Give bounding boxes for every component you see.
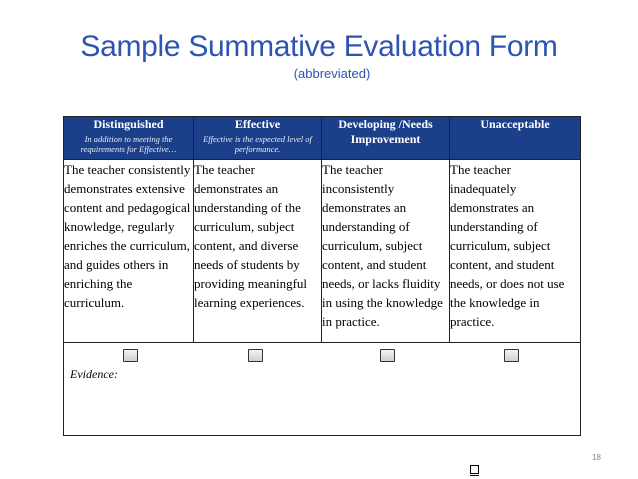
column-header-developing bbox=[322, 117, 450, 160]
evidence-label: Evidence: bbox=[70, 367, 118, 381]
header-row bbox=[64, 117, 581, 160]
checkbox-effective[interactable] bbox=[248, 349, 263, 362]
description-developing: The teacher inconsistently demonstrates an understanding of curriculum, subject content, and student needs, or lacks fluidity in using the knowledge in practice. bbox=[322, 160, 450, 343]
column-header-effective bbox=[194, 117, 322, 160]
column-header-label: Unacceptable bbox=[480, 117, 550, 131]
evaluation-table bbox=[63, 116, 581, 436]
description-row bbox=[64, 160, 581, 343]
page-title: Sample Summative Evaluation Form bbox=[80, 30, 558, 63]
column-header-sublabel: Effective is the expected level of performance. bbox=[203, 134, 312, 154]
column-header-label: Effective bbox=[234, 117, 281, 131]
checkbox-developing[interactable] bbox=[380, 349, 395, 362]
description-distinguished: The teacher consistently demonstrates extensive content and pedagogical knowledge, regularly enriches the curriculum, and guides others in enriching the curriculum. bbox=[64, 160, 194, 343]
page-number: 18 bbox=[592, 453, 601, 462]
description-unacceptable: The teacher inadequately demonstrates an understanding of curriculum, subject content, and student needs, or does not use the knowledge in practice. bbox=[450, 160, 581, 343]
column-header-sublabel: In addition to meeting the requirements for Effective… bbox=[80, 134, 177, 154]
page-subtitle: (abbreviated) bbox=[293, 66, 371, 81]
underline-divider bbox=[470, 475, 479, 476]
evidence-row bbox=[64, 343, 581, 436]
column-header-unacceptable bbox=[450, 117, 581, 160]
description-effective: The teacher demonstrates an understanding of the curriculum, subject content, and diverse needs of students by providing meaningful learning experiences. bbox=[194, 160, 322, 343]
evidence-cell[interactable] bbox=[64, 343, 581, 436]
checkbox-unacceptable[interactable] bbox=[504, 349, 519, 362]
column-header-distinguished bbox=[64, 117, 194, 160]
column-header-label: Distinguished bbox=[93, 117, 164, 131]
checkbox-distinguished[interactable] bbox=[123, 349, 138, 362]
checkbox-icon bbox=[470, 465, 479, 474]
column-header-label: Developing /Needs Improvement bbox=[338, 117, 433, 146]
